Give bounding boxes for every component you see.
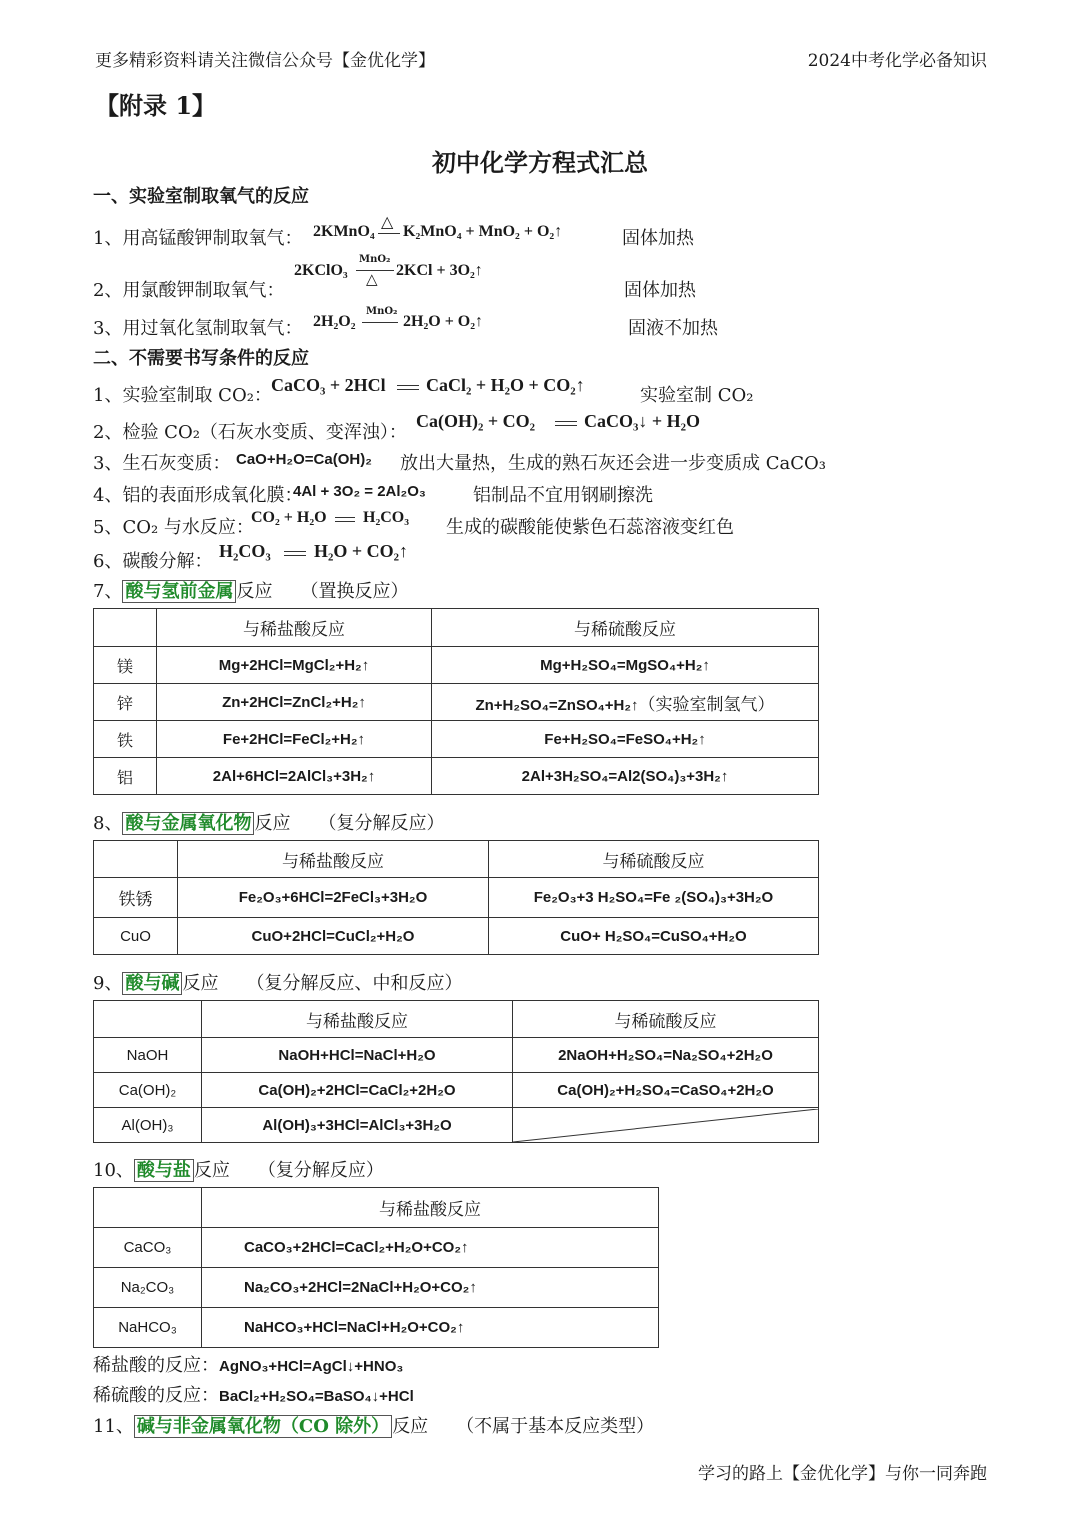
s10-keyword: 酸与盐	[134, 1159, 194, 1182]
s1-item2-note: 固体加热	[624, 280, 696, 301]
s7-heading	[93, 577, 408, 603]
s2-item2-rhs: CaCO₃↓ + H₂O	[584, 411, 701, 431]
s1-item3-note: 固液不加热	[628, 318, 718, 339]
cell-h2so4-note: （实验室制氢气）	[638, 694, 775, 715]
s8-num: 8、	[93, 813, 123, 834]
s2-item5-note: 生成的碳酸能使紫色石蕊溶液变红色	[446, 517, 734, 538]
col-header-hcl: 与稀盐酸反应	[202, 1188, 659, 1228]
s10-num: 10、	[93, 1160, 134, 1181]
s7-num: 7、	[93, 581, 123, 602]
cell-h2so4: 2NaOH+H₂SO₄=Na₂SO₄+2H₂O	[513, 1038, 819, 1073]
s2-item1-lhs: CaCO₃ + 2HCl	[271, 375, 386, 395]
extra-label: 稀硫酸的反应：	[93, 1385, 219, 1406]
s1-item2-lhs: 2KClO₃	[294, 262, 348, 279]
s1-item1-rhs: K₂MnO₄ + MnO₂ + O₂↑	[403, 223, 563, 240]
cell-h2so4: Fe₂O₃+3 H₂SO₄=Fe ₂(SO₄)₃+3H₂O	[489, 878, 819, 918]
cell-hcl: Fe₂O₃+6HCl=2FeCl₃+3H₂O	[178, 878, 489, 918]
cell-h2so4-eq: Zn+H₂SO₄=ZnSO₄+H₂↑	[475, 696, 639, 714]
appendix-label: 【附录 1】	[95, 91, 217, 120]
table-salt-acid	[93, 1187, 659, 1348]
table-base-acid	[93, 1000, 819, 1143]
table-corner	[94, 841, 178, 878]
s8-heading	[93, 809, 444, 835]
s1-item3-label: 3、用过氧化氢制取氧气：	[93, 318, 303, 339]
table-corner	[94, 609, 157, 647]
cell-h2so4: Mg+H₂SO₄=MgSO₄+H₂↑	[432, 647, 819, 684]
cell-hcl: CuO+2HCl=CuCl₂+H₂O	[178, 918, 489, 955]
s8-keyword: 酸与金属氧化物	[122, 812, 254, 835]
cell-hcl: NaHCO₃+HCl=NaCl+H₂O+CO₂↑	[202, 1308, 659, 1348]
s11-keyword: 碱与非金属氧化物（CO 除外）	[134, 1415, 392, 1438]
s11-suffix: 反应	[392, 1416, 429, 1437]
s2-item6-bar2	[284, 555, 306, 556]
s9-type: （复分解反应、中和反应）	[246, 973, 463, 994]
extra-eq: AgNO₃+HCl=AgCl↓+HNO₃	[219, 1358, 404, 1375]
s7-keyword: 酸与氢前金属	[122, 580, 236, 603]
cell-h2so4: 2Al+3H₂SO₄=Al2(SO₄)₃+3H₂↑	[432, 758, 819, 795]
row-name: Al(OH)₃	[94, 1108, 202, 1143]
table-corner	[94, 1188, 202, 1228]
cell-hcl: Na₂CO₃+2HCl=2NaCl+H₂O+CO₂↑	[202, 1268, 659, 1308]
table-oxide-acid	[93, 840, 819, 955]
s2-item1-rhs: CaCl₂ + H₂O + CO₂↑	[426, 375, 585, 395]
s2-item1-note: 实验室制 CO₂	[640, 385, 754, 406]
row-name: CaCO₃	[94, 1228, 202, 1268]
s7-suffix: 反应	[236, 581, 273, 602]
s2-item1-bar2	[397, 389, 419, 390]
s10-extra-1	[93, 1351, 403, 1377]
s10-extra-2	[93, 1381, 414, 1407]
s1-item3-catalyst: MnO₂	[366, 306, 398, 317]
s10-suffix: 反应	[193, 1160, 230, 1181]
s2-item5-label: 5、CO₂ 与水反应：	[93, 517, 254, 538]
cell-h2so4: Ca(OH)₂+H₂SO₄=CaSO₄+2H₂O	[513, 1073, 819, 1108]
diagonal-slash	[513, 1109, 818, 1142]
extra-eq: BaCl₂+H₂SO₄=BaSO₄↓+HCl	[219, 1388, 414, 1405]
s2-item1-label: 1、实验室制取 CO₂：	[93, 385, 272, 406]
s9-num: 9、	[93, 973, 123, 994]
cell-hcl: NaOH+HCl=NaCl+H₂O	[202, 1038, 513, 1073]
s1-item1-heat-icon: △	[381, 212, 394, 231]
section-1-title: 一、实验室制取氧气的反应	[93, 186, 309, 207]
s2-item6-rhs: H₂O + CO₂↑	[314, 541, 409, 561]
s9-suffix: 反应	[182, 973, 219, 994]
s10-type: （复分解反应）	[257, 1160, 384, 1181]
s2-item5-lhs: CO₂ + H₂O	[251, 509, 327, 526]
s11-type: （不属于基本反应类型）	[456, 1416, 655, 1437]
s8-suffix: 反应	[254, 813, 291, 834]
cell-hcl: Ca(OH)₂+2HCl=CaCl₂+2H₂O	[202, 1073, 513, 1108]
cell-h2so4: Fe+H₂SO₄=FeSO₄+H₂↑	[432, 721, 819, 758]
s2-item2-label: 2、检验 CO₂（石灰水变质、变浑浊）：	[93, 422, 407, 443]
row-name: Na₂CO₃	[94, 1268, 202, 1308]
s2-item3-note: 放出大量热，生成的熟石灰还会进一步变质成 CaCO₃	[400, 453, 826, 474]
s2-item5-bar	[335, 517, 355, 518]
s10-heading	[93, 1156, 384, 1182]
col-header-hcl: 与稀盐酸反应	[202, 1001, 513, 1038]
row-name: 锌	[94, 684, 157, 721]
page-title: 初中化学方程式汇总	[432, 148, 648, 177]
s2-item4-note: 铝制品不宜用钢刷擦洗	[473, 485, 653, 506]
section-2-title: 二、不需要书写条件的反应	[93, 348, 309, 369]
s9-keyword: 酸与碱	[122, 972, 182, 995]
cell-hcl: Al(OH)₃+3HCl=AlCl₃+3H₂O	[202, 1108, 513, 1143]
col-header-h2so4: 与稀硫酸反应	[489, 841, 819, 878]
header-right: 2024中考化学必备知识	[807, 51, 987, 71]
row-name: 铁	[94, 721, 157, 758]
row-name: 铝	[94, 758, 157, 795]
s2-item2-lhs: Ca(OH)₂ + CO₂	[416, 411, 536, 431]
s1-item1-note: 固体加热	[622, 228, 694, 249]
s11-num: 11、	[93, 1416, 134, 1437]
s2-item3-eq: CaO+H₂O=Ca(OH)₂	[236, 451, 372, 468]
s1-item1-lhs: 2KMnO₄	[313, 223, 375, 240]
s1-item2-rhs: 2KCl + 3O₂↑	[396, 262, 483, 279]
s1-item2-heat-icon: △	[366, 270, 378, 288]
col-header-h2so4: 与稀硫酸反应	[432, 609, 819, 647]
s9-heading	[93, 969, 462, 995]
col-header-hcl: 与稀盐酸反应	[157, 609, 432, 647]
row-name: Ca(OH)₂	[94, 1073, 202, 1108]
s1-item1-bar	[378, 233, 400, 234]
s2-item5-rhs: H₂CO₃	[363, 509, 410, 526]
cell-h2so4	[432, 684, 819, 721]
row-name: NaHCO₃	[94, 1308, 202, 1348]
s2-item4-label: 4、铝的表面形成氧化膜：	[93, 485, 303, 506]
s1-item1-label: 1、用高锰酸钾制取氧气：	[93, 228, 303, 249]
s2-item1-bar	[397, 385, 419, 386]
s1-item3-rhs: 2H₂O + O₂↑	[403, 313, 484, 330]
s2-item3-label: 3、生石灰变质：	[93, 453, 231, 474]
row-name: 镁	[94, 647, 157, 684]
footer: 学习的路上【金优化学】与你一同奔跑	[698, 1464, 987, 1484]
s1-item2-catalyst: MnO₂	[359, 254, 391, 265]
s7-type: （置换反应）	[300, 581, 409, 602]
s11-heading	[93, 1412, 654, 1438]
cell-h2so4: CuO+ H₂SO₄=CuSO₄+H₂O	[489, 918, 819, 955]
cell-hcl: CaCO₃+2HCl=CaCl₂+H₂O+CO₂↑	[202, 1228, 659, 1268]
s2-item5-bar2	[335, 521, 355, 522]
s2-item4-eq: 4Al + 3O₂ = 2Al₂O₃	[293, 483, 426, 500]
table-corner	[94, 1001, 202, 1038]
s2-item6-lhs: H₂CO₃	[219, 541, 271, 561]
s1-item3-bar	[362, 322, 398, 323]
cell-hcl: Zn+2HCl=ZnCl₂+H₂↑	[157, 684, 432, 721]
s8-type: （复分解反应）	[318, 813, 445, 834]
row-name: NaOH	[94, 1038, 202, 1073]
header-left: 更多精彩资料请关注微信公众号【金优化学】	[95, 51, 435, 71]
cell-h2so4-empty	[513, 1108, 819, 1143]
s1-item2-label: 2、用氯酸钾制取氧气：	[93, 280, 285, 301]
s1-item3-lhs: 2H₂O₂	[313, 313, 356, 330]
col-header-hcl: 与稀盐酸反应	[178, 841, 489, 878]
s2-item2-bar	[555, 421, 577, 422]
col-header-h2so4: 与稀硫酸反应	[513, 1001, 819, 1038]
cell-hcl: Mg+2HCl=MgCl₂+H₂↑	[157, 647, 432, 684]
s2-item2-bar2	[555, 425, 577, 426]
s2-item6-bar	[284, 551, 306, 552]
cell-hcl: Fe+2HCl=FeCl₂+H₂↑	[157, 721, 432, 758]
cell-hcl: 2Al+6HCl=2AlCl₃+3H₂↑	[157, 758, 432, 795]
table-metal-acid	[93, 608, 819, 795]
s2-item6-label: 6、碳酸分解：	[93, 551, 213, 572]
row-name: CuO	[94, 918, 178, 955]
extra-label: 稀盐酸的反应：	[93, 1355, 219, 1376]
row-name: 铁锈	[94, 878, 178, 918]
